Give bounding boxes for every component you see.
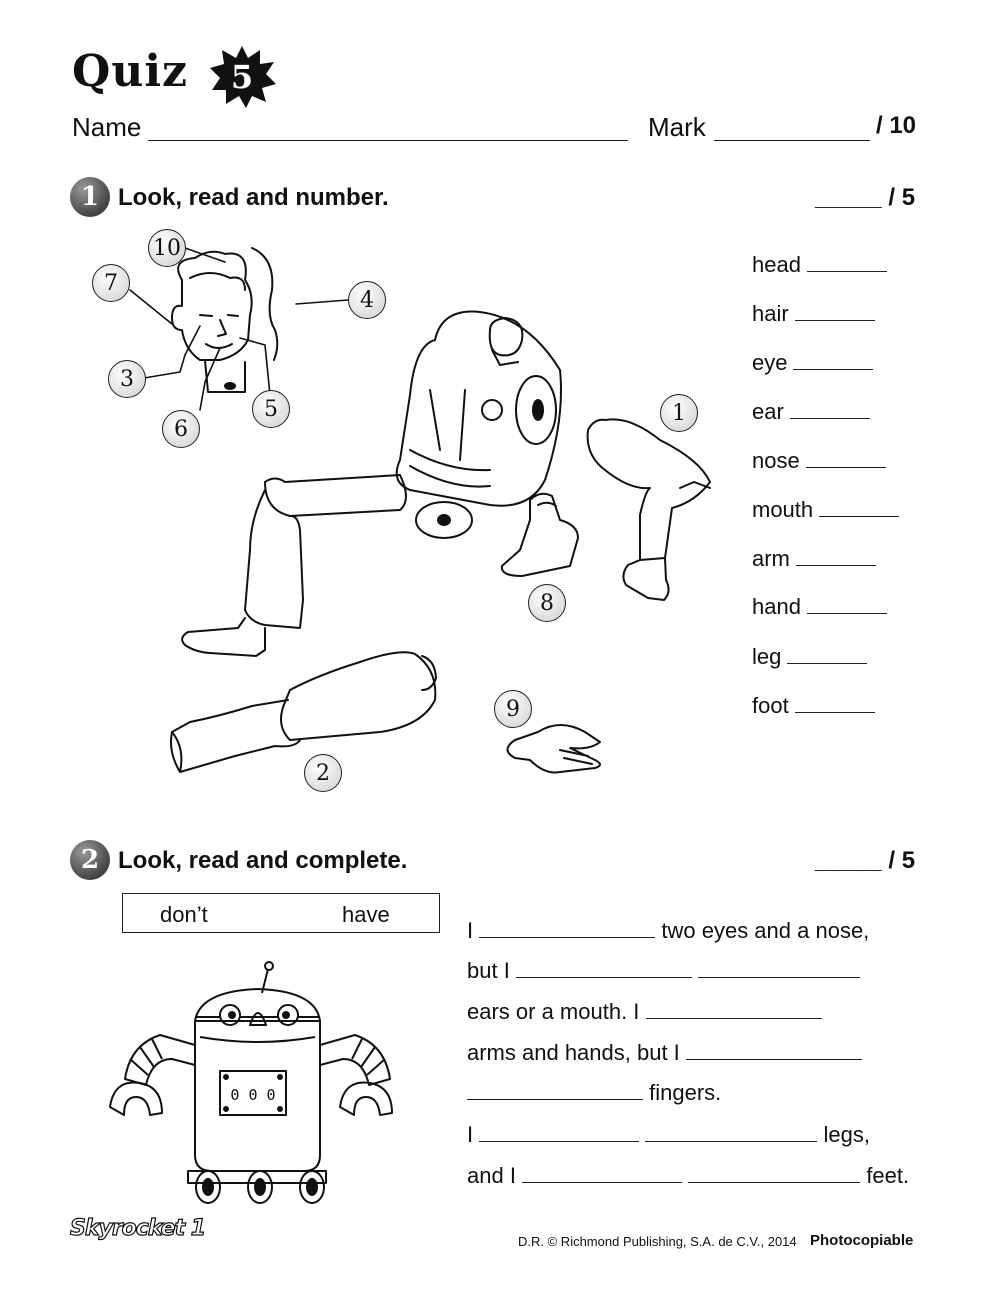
sentence-3: ears or a mouth. I	[467, 999, 822, 1025]
blank-5a[interactable]	[467, 1081, 643, 1100]
name-field-line[interactable]	[148, 140, 628, 141]
word-leg: leg	[752, 644, 867, 670]
word-foot: foot	[752, 693, 875, 719]
label-circle-4: 4	[348, 281, 386, 319]
quiz-title: Quiz	[72, 46, 189, 97]
word-ear: ear	[752, 399, 870, 425]
body-parts-illustration	[60, 220, 720, 800]
quiz-number: 5	[230, 58, 254, 96]
word-eye: eye	[752, 350, 873, 376]
word-head: head	[752, 252, 887, 278]
label-circle-5: 5	[252, 390, 290, 428]
word-arm: arm	[752, 546, 876, 572]
mark-field-line[interactable]	[714, 140, 870, 141]
quiz-number-burst-icon	[206, 44, 278, 110]
answer-line-arm[interactable]	[796, 565, 876, 566]
word-box-have: have	[342, 902, 390, 927]
robot-foot-drawing	[502, 494, 578, 576]
blank-4a[interactable]	[686, 1041, 862, 1060]
section-2-title: Look, read and complete.	[118, 847, 408, 874]
robot-leg-with-foot-drawing	[182, 475, 406, 656]
section-2-score: _____ / 5	[815, 847, 916, 874]
answer-line-eye[interactable]	[793, 369, 873, 370]
answer-line-nose[interactable]	[806, 467, 886, 468]
robot-head-drawing	[172, 248, 277, 392]
blank-2a[interactable]	[516, 959, 692, 978]
robot-illustration	[100, 955, 410, 1210]
sentence-2: but I	[467, 958, 860, 984]
blank-2b[interactable]	[698, 959, 860, 978]
name-label: Name	[72, 112, 142, 142]
word-box-dont: don’t	[160, 902, 208, 927]
word-nose: nose	[752, 448, 886, 474]
label-circle-10: 10	[148, 229, 186, 267]
blank-3a[interactable]	[646, 1000, 822, 1019]
robot-panel-label: 0 0 0	[230, 1086, 276, 1104]
skyrocket-logo: Skyrocket 1	[70, 1216, 206, 1241]
answer-line-head[interactable]	[807, 271, 887, 272]
section-1-title: Look, read and number.	[118, 184, 389, 211]
section-1-badge: 1	[70, 177, 110, 217]
answer-line-foot[interactable]	[795, 712, 875, 713]
blank-7a[interactable]	[522, 1164, 682, 1183]
label-circle-8: 8	[528, 584, 566, 622]
blank-7b[interactable]	[688, 1164, 860, 1183]
mark-total: / 10	[876, 112, 917, 139]
word-mouth: mouth	[752, 497, 899, 523]
section-2-badge: 2	[70, 840, 110, 880]
blank-6a[interactable]	[479, 1123, 639, 1142]
label-circle-7: 7	[92, 264, 130, 302]
robot-arm-drawing	[588, 419, 710, 600]
answer-line-hand[interactable]	[807, 613, 887, 614]
section-1-score: _____ / 5	[815, 184, 916, 211]
label-circle-6: 6	[162, 410, 200, 448]
answer-line-hair[interactable]	[795, 320, 875, 321]
sentence-5: fingers.	[467, 1080, 721, 1106]
answer-line-mouth[interactable]	[819, 516, 899, 517]
label-circle-3: 3	[108, 360, 146, 398]
photocopiable-label: Photocopiable	[810, 1232, 914, 1249]
label-circle-9: 9	[494, 690, 532, 728]
robot-hand-drawing	[508, 725, 601, 773]
answer-line-ear[interactable]	[790, 418, 870, 419]
sentence-7: and I feet.	[467, 1163, 910, 1188]
sentence-4: arms and hands, but I	[467, 1040, 862, 1066]
label-circle-2: 2	[304, 754, 342, 792]
mark-label: Mark	[648, 112, 706, 142]
blank-6b[interactable]	[645, 1123, 817, 1142]
label-circle-1: 1	[660, 394, 698, 432]
robot-torso-drawing	[397, 312, 561, 538]
answer-line-leg[interactable]	[787, 663, 867, 664]
robot-lower-leg-drawing	[171, 652, 436, 772]
word-hand: hand	[752, 594, 887, 620]
word-hair: hair	[752, 301, 875, 327]
copyright-text: D.R. © Richmond Publishing, S.A. de C.V., 2014	[518, 1234, 797, 1249]
blank-1a[interactable]	[479, 919, 655, 938]
sentence-6: I legs,	[467, 1122, 870, 1147]
sentence-1: I two eyes and a nose,	[467, 918, 870, 943]
